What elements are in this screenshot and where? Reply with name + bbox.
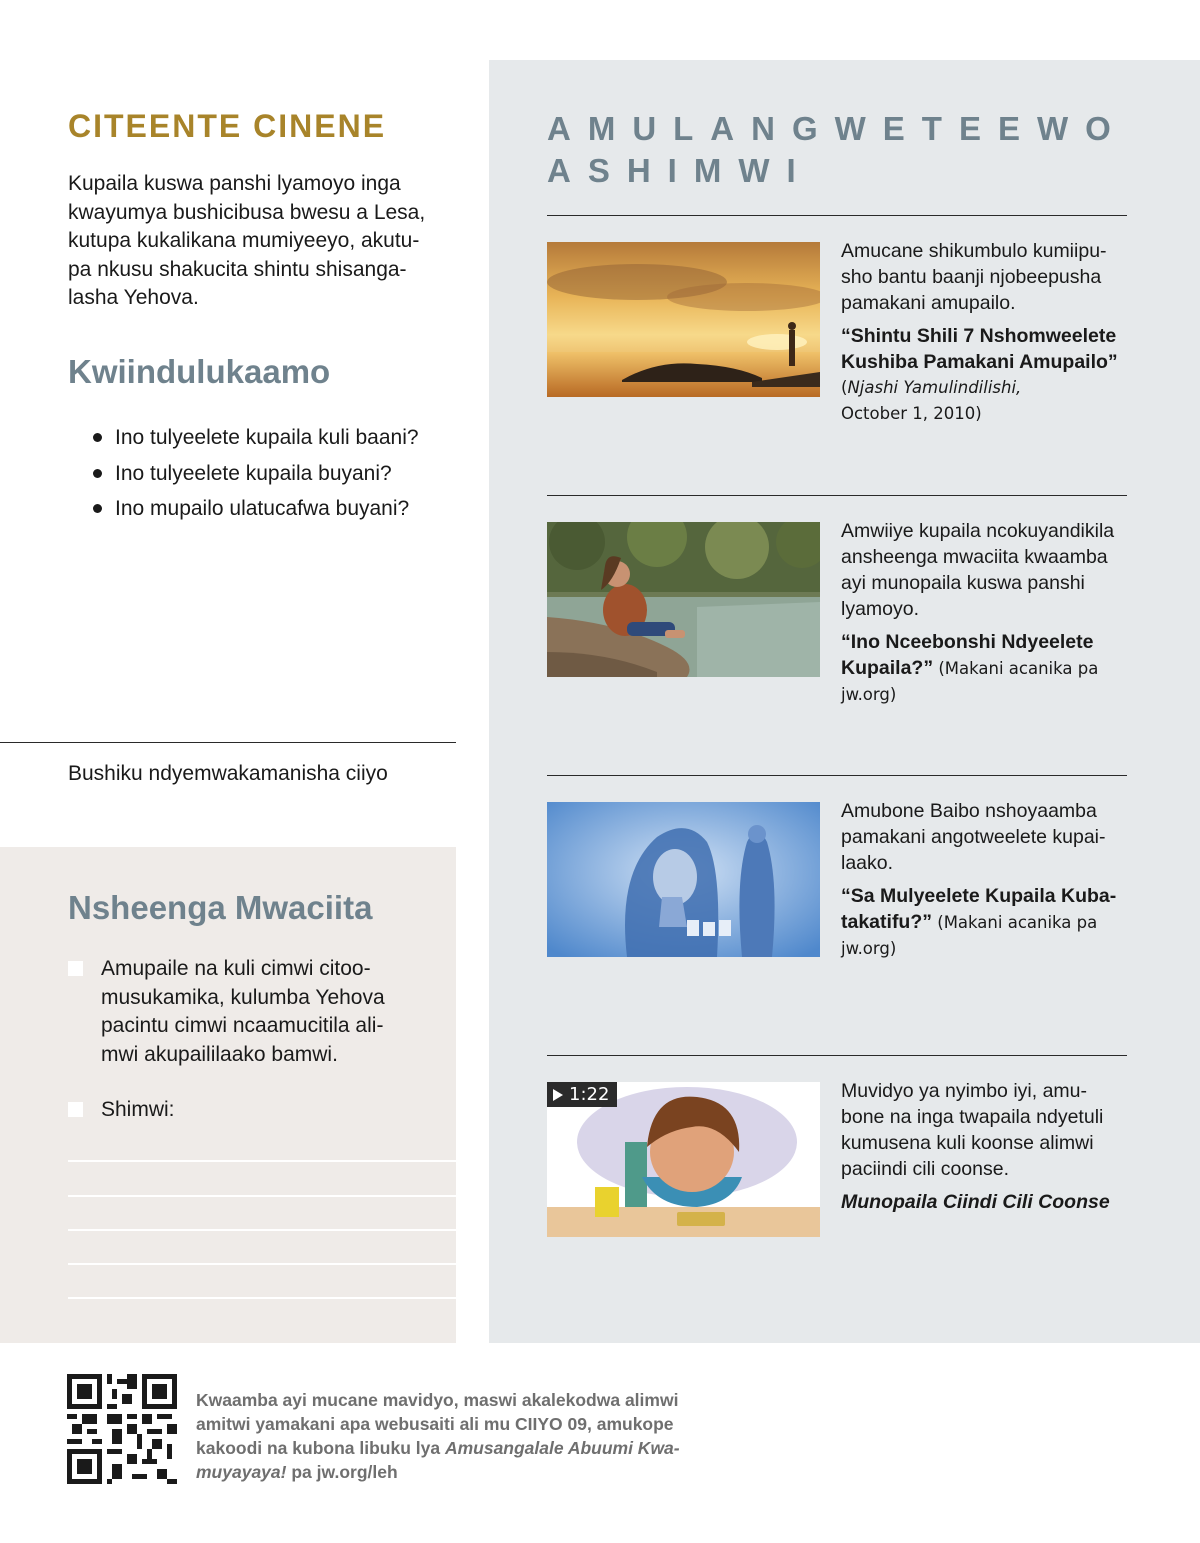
video-thumbnail[interactable] (547, 1082, 820, 1237)
resource-1-text (841, 238, 1131, 427)
resource-2-description: Amwiiye kupaila ncokuyandikila ansheenga mwaciita kwaamba ayi munopaila kuswa panshi lyamoyo. (841, 520, 1115, 620)
date-completed-label: Bushiku ndyemwakamanisha ciiyo (68, 762, 388, 785)
praying-woman-statue-image (547, 802, 820, 957)
divider (547, 495, 1127, 496)
resource-1-source: (Njashi Yamulindilishi, October 1, 2010) (841, 378, 1022, 423)
bullet-icon (93, 469, 102, 478)
woman-by-river-image (547, 522, 820, 677)
resource-3-title[interactable]: “Sa Mulyeelete Kupaila Kuba- takatifu?” (Makani acanika pa (841, 885, 1117, 933)
review-heading: Kwiindulukaamo (68, 353, 331, 390)
resource-3-description: Amubone Baibo nshoyaamba pamakani angotweelete kupai- laako. (841, 800, 1106, 874)
write-line[interactable] (68, 1160, 456, 1162)
resource-3-source: jw.org) (841, 939, 897, 958)
write-line[interactable] (68, 1195, 456, 1197)
list-item: Ino tulyeelete kupaila buyani? (93, 456, 419, 492)
footer-link[interactable]: pa jw.org/leh (286, 1462, 398, 1482)
list-item: Ino mupailo ulatucafwa buyani? (93, 491, 419, 527)
resource-4-description: Muvidyo ya nyimbo iyi, amu- bone na inga twapaila ndyetuli kumusena kuli koonse alimwi paciindi cili coonse. (841, 1080, 1104, 1180)
divider (547, 215, 1127, 216)
sunset-image (547, 242, 820, 397)
write-line[interactable] (68, 1297, 456, 1299)
qr-code-icon[interactable] (67, 1374, 177, 1484)
resource-4-text (841, 1078, 1131, 1215)
goal-2 (68, 1096, 418, 1125)
bullet-icon (93, 433, 102, 442)
divider (0, 742, 456, 743)
resource-1-description: Amucane shikumbulo kumiipu- sho bantu baanji njobeepusha pamakani amupailo. (841, 240, 1107, 314)
write-line[interactable] (68, 1263, 456, 1265)
resource-2-source: jw.org) (841, 685, 897, 704)
section-heading: CITEENTE CINENE (68, 108, 387, 144)
book-title: Amusangalale Abuumi Kwa- (444, 1438, 680, 1458)
footer-note: Kwaamba ayi mucane mavidyo, maswi akalekodwa alimwi amitwi yamakani apa webusaiti ali mu CIIYO 09, amukope kakoodi na kubona libuku lya Amusangalale Abuumi Kwa- muyayaya! pa jw.org/leh (196, 1390, 680, 1482)
list-item: Ino tulyeelete kupaila kuli baani? (93, 420, 419, 456)
goal-1-text: Amupaile na kuli cimwi citoo- musukamika, kulumba Yehova pacintu cimwi ncaamucitila ali- mwi akupaililaako bamwi. (101, 957, 385, 1066)
resource-4-title[interactable]: Munopaila Ciindi Cili Coonse (841, 1191, 1110, 1213)
resource-2-title[interactable]: “Ino Nceebonshi Ndyeelete Kupaila?” (Makani acanika pa (841, 631, 1099, 679)
review-questions (93, 420, 419, 527)
play-icon (553, 1089, 563, 1101)
goal-2-checkbox[interactable] (68, 1102, 83, 1117)
goal-1 (68, 955, 418, 1069)
resource-1-title[interactable]: “Shintu Shili 7 Nshomweelete Kushiba Pamakani Amupailo” (841, 325, 1118, 373)
resources-heading: AMULANGWETEEWO ASHIMWI (547, 110, 1128, 189)
divider (547, 775, 1127, 776)
intro-paragraph: Kupaila kuswa panshi lyamoyo inga kwayumya bushicibusa bwesu a Lesa, kutupa kukalikana mumiyeeyo, akutu- pa nkusu shakucita shintu shisanga- lasha Yehova. (68, 172, 426, 309)
goal-2-text: Shimwi: (101, 1098, 175, 1121)
book-title: muyayaya! (196, 1462, 287, 1482)
video-duration-badge: 1:22 (547, 1082, 617, 1107)
bullet-icon (93, 504, 102, 513)
resource-3-text (841, 798, 1131, 962)
divider (547, 1055, 1127, 1056)
write-line[interactable] (68, 1229, 456, 1231)
resource-2-text (841, 518, 1131, 708)
goals-heading: Nsheenga Mwaciita (68, 889, 373, 926)
goal-1-checkbox[interactable] (68, 961, 83, 976)
